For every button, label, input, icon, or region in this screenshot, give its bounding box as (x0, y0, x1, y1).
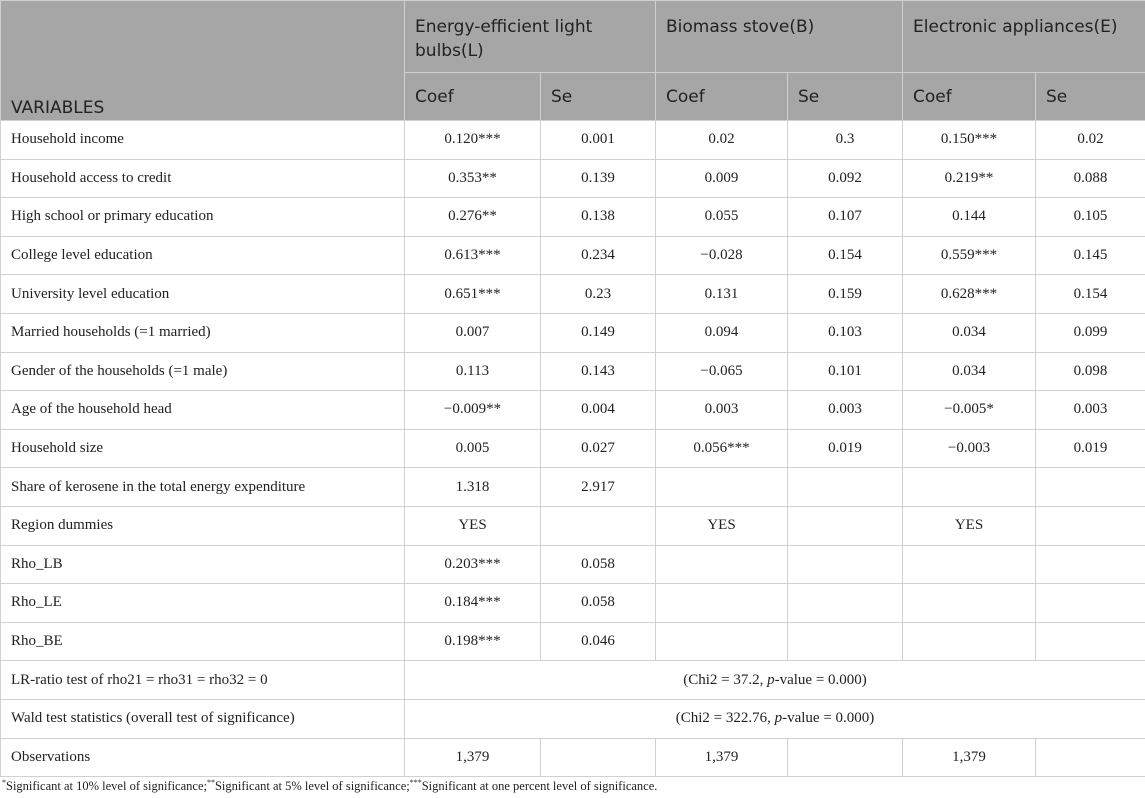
table-row (1, 545, 1145, 584)
coef-cell: −0.003 (903, 429, 1036, 468)
stat-suffix: -value = 0.000) (782, 710, 875, 727)
coef-cell: 0.056*** (656, 429, 788, 468)
se-cell: 0.003 (1036, 391, 1145, 430)
stat-prefix: (Chi2 = 37.2, (683, 671, 768, 688)
se-cell: 0.23 (541, 275, 656, 314)
se-cell (1036, 738, 1145, 777)
se-cell: 0.3 (788, 121, 903, 160)
table-row (1, 468, 1145, 507)
se-cell: 2.917 (541, 468, 656, 507)
coef-cell: 0.628*** (903, 275, 1036, 314)
coef-cell: 1,379 (656, 738, 788, 777)
row-label: Wald test statistics (overall test of significance) (1, 699, 405, 738)
coef-cell: 0.131 (656, 275, 788, 314)
p-symbol: p (774, 710, 783, 727)
p-symbol: p (767, 671, 775, 688)
stat-prefix: (Chi2 = 322.76, (675, 710, 775, 727)
row-label: Gender of the households (=1 male) (1, 352, 405, 391)
row-label: Household access to credit (1, 159, 405, 198)
se-cell (541, 738, 656, 777)
se-cell (788, 468, 903, 507)
coef-cell: 0.007 (405, 313, 541, 352)
coef-cell: 0.113 (405, 352, 541, 391)
row-label: Married households (=1 married) (1, 313, 405, 352)
se-cell: 0.154 (788, 236, 903, 275)
coef-header: Coef (405, 73, 541, 121)
table-row-wald-test (1, 699, 1145, 738)
se-cell: 0.107 (788, 198, 903, 237)
table-row-observations (1, 738, 1145, 777)
table-body (1, 121, 1145, 777)
footnote-text: Significant at one percent level of significance. (421, 779, 658, 794)
coef-cell (903, 584, 1036, 623)
coef-cell: −0.028 (656, 236, 788, 275)
se-cell (788, 545, 903, 584)
wald-test-result (405, 699, 1145, 738)
coef-cell: YES (903, 506, 1036, 545)
coef-cell: 0.219** (903, 159, 1036, 198)
footnote-marker: ** (206, 778, 215, 787)
table-row (1, 352, 1145, 391)
table-row (1, 506, 1145, 545)
coef-cell: 0.034 (903, 313, 1036, 352)
coef-cell: 0.184*** (405, 584, 541, 623)
table-row (1, 584, 1145, 623)
se-cell: 0.149 (541, 313, 656, 352)
coef-cell: 1,379 (405, 738, 541, 777)
row-label: Age of the household head (1, 391, 405, 430)
se-cell: 0.058 (541, 584, 656, 623)
coef-cell: 0.02 (656, 121, 788, 160)
se-cell (788, 622, 903, 661)
se-cell: 0.003 (788, 391, 903, 430)
coef-cell: −0.065 (656, 352, 788, 391)
coef-cell (903, 622, 1036, 661)
se-cell (1036, 506, 1145, 545)
se-cell (1036, 468, 1145, 507)
se-cell (788, 584, 903, 623)
footnote-marker: *** (409, 778, 422, 787)
se-cell: 0.058 (541, 545, 656, 584)
footnote-text: Significant at 5% level of significance; (214, 779, 410, 794)
table-row (1, 198, 1145, 237)
se-cell: 0.019 (788, 429, 903, 468)
table-row (1, 236, 1145, 275)
se-cell: 0.004 (541, 391, 656, 430)
coef-cell (656, 584, 788, 623)
se-cell: 0.103 (788, 313, 903, 352)
table-header (1, 1, 1145, 121)
coef-cell: 0.651*** (405, 275, 541, 314)
se-header: Se (541, 73, 656, 121)
table-row (1, 313, 1145, 352)
table-footnote (2, 778, 657, 794)
variables-header: VARIABLES (1, 1, 405, 121)
coef-cell: 0.353** (405, 159, 541, 198)
coef-cell: 0.003 (656, 391, 788, 430)
coef-cell: 0.094 (656, 313, 788, 352)
se-cell: 0.138 (541, 198, 656, 237)
table-row (1, 429, 1145, 468)
coef-cell: 0.120*** (405, 121, 541, 160)
se-cell: 0.105 (1036, 198, 1145, 237)
coef-cell (656, 622, 788, 661)
row-label: Share of kerosene in the total energy expenditure (1, 468, 405, 507)
se-cell: 0.154 (1036, 275, 1145, 314)
coef-cell: 0.034 (903, 352, 1036, 391)
se-cell: 0.143 (541, 352, 656, 391)
coef-header: Coef (656, 73, 788, 121)
coef-cell (656, 545, 788, 584)
row-label: Region dummies (1, 506, 405, 545)
group-header-biomass-stove: Biomass stove(B) (656, 1, 903, 73)
se-cell (541, 506, 656, 545)
coef-cell: YES (405, 506, 541, 545)
coef-cell: 0.203*** (405, 545, 541, 584)
se-cell (788, 738, 903, 777)
group-header-electronic-appliances: Electronic appliances(E) (903, 1, 1145, 73)
se-cell (1036, 545, 1145, 584)
se-cell: 0.139 (541, 159, 656, 198)
se-header: Se (788, 73, 903, 121)
row-label: Rho_LE (1, 584, 405, 623)
se-cell: 0.099 (1036, 313, 1145, 352)
row-label: Household income (1, 121, 405, 160)
coef-cell: 0.009 (656, 159, 788, 198)
coef-cell: 0.276** (405, 198, 541, 237)
coef-cell: 0.198*** (405, 622, 541, 661)
se-cell: 0.101 (788, 352, 903, 391)
table-row (1, 622, 1145, 661)
table-row-lr-test (1, 661, 1145, 700)
row-label: LR-ratio test of rho21 = rho31 = rho32 = 0 (1, 661, 405, 700)
lr-test-result (405, 661, 1145, 700)
coef-cell: 0.055 (656, 198, 788, 237)
se-cell (788, 506, 903, 545)
table-row (1, 275, 1145, 314)
footnote-marker: * (2, 778, 6, 787)
stat-suffix: -value = 0.000) (774, 671, 867, 688)
row-label: Rho_LB (1, 545, 405, 584)
se-cell (1036, 622, 1145, 661)
table-row (1, 391, 1145, 430)
se-cell (1036, 584, 1145, 623)
se-cell: 0.027 (541, 429, 656, 468)
row-label: Rho_BE (1, 622, 405, 661)
coef-cell: 0.005 (405, 429, 541, 468)
se-cell: 0.001 (541, 121, 656, 160)
footnote-text: Significant at 10% level of significance; (6, 779, 207, 794)
coef-cell: 1.318 (405, 468, 541, 507)
table-row (1, 159, 1145, 198)
coef-cell: 0.613*** (405, 236, 541, 275)
table-row (1, 121, 1145, 160)
coef-cell (656, 468, 788, 507)
se-cell: 0.088 (1036, 159, 1145, 198)
row-label: High school or primary education (1, 198, 405, 237)
se-cell: 0.019 (1036, 429, 1145, 468)
coef-cell: 0.150*** (903, 121, 1036, 160)
coef-cell: YES (656, 506, 788, 545)
se-cell: 0.145 (1036, 236, 1145, 275)
coef-cell: 0.559*** (903, 236, 1036, 275)
group-header-light-bulbs: Energy-efficient light bulbs(L) (405, 1, 656, 73)
coef-cell: −0.009** (405, 391, 541, 430)
row-label: University level education (1, 275, 405, 314)
se-cell: 0.092 (788, 159, 903, 198)
coef-cell (903, 545, 1036, 584)
se-cell: 0.098 (1036, 352, 1145, 391)
coef-cell: 1,379 (903, 738, 1036, 777)
se-cell: 0.234 (541, 236, 656, 275)
row-label: Observations (1, 738, 405, 777)
se-cell: 0.046 (541, 622, 656, 661)
row-label: College level education (1, 236, 405, 275)
coef-cell (903, 468, 1036, 507)
coef-header: Coef (903, 73, 1036, 121)
row-label: Household size (1, 429, 405, 468)
se-cell: 0.159 (788, 275, 903, 314)
se-header: Se (1036, 73, 1145, 121)
coef-cell: 0.144 (903, 198, 1036, 237)
coef-cell: −0.005* (903, 391, 1036, 430)
se-cell: 0.02 (1036, 121, 1145, 160)
